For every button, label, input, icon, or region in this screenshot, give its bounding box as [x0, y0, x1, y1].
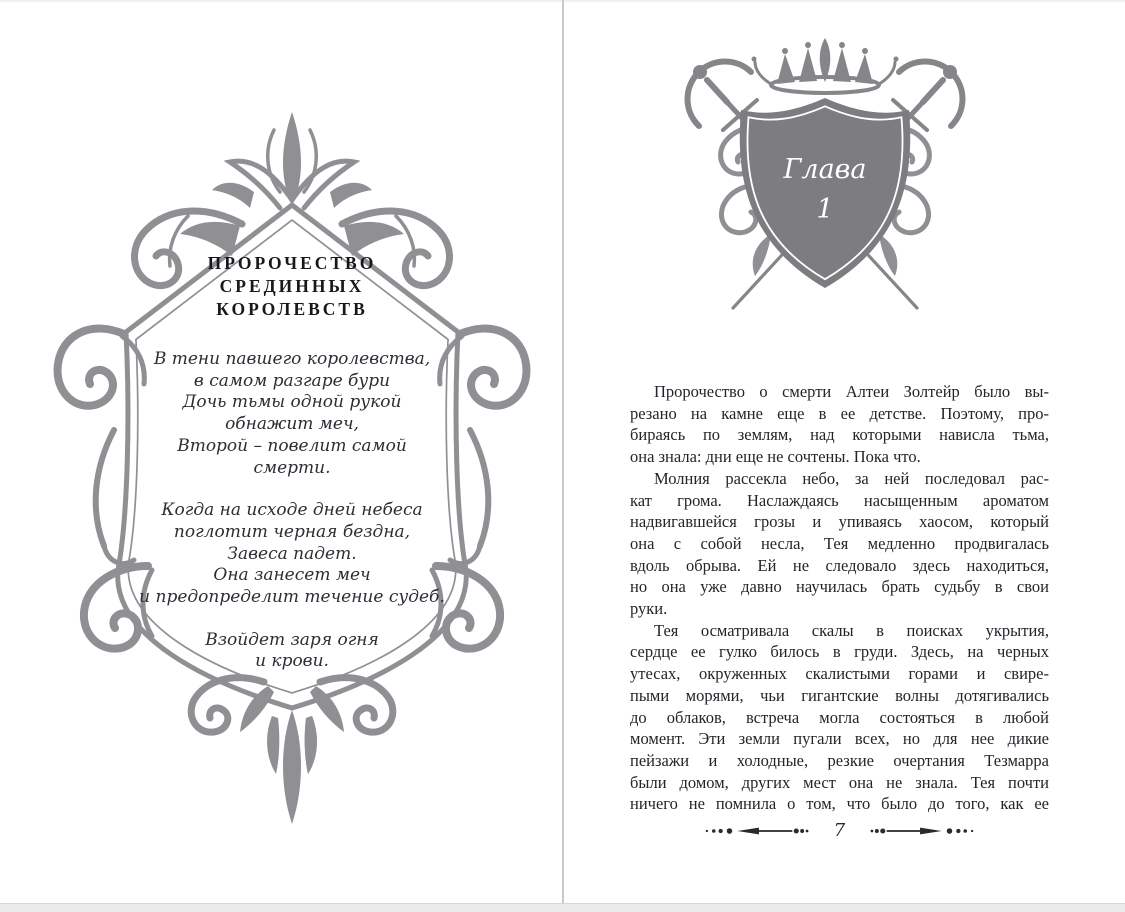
body-line: Тея осматривала скалы в поисках укрытия,	[654, 620, 1049, 640]
body-line: до облаков, встреча могла состояться в любой	[630, 707, 1049, 727]
body-line: надвигавшейся грозы и упиваясь хаосом, который	[630, 512, 1049, 532]
chapter-number: 1	[816, 194, 834, 225]
body-line: но она уже давно научилась брать судьбу в свои	[630, 577, 1049, 597]
right-page	[564, 0, 1125, 903]
body-line: она с собой несла, Тея медленно продвигалась	[630, 533, 1049, 553]
body-line: Пророчество о смерти Алтеи Золтейр было вы-	[654, 382, 1049, 401]
paragraph	[630, 468, 1049, 620]
poem-line: и крови.	[255, 651, 329, 672]
body-line: она знала: дни еще не сочтены. Пока что.	[630, 447, 921, 467]
body-line: Молния рассекла небо, за ней последовал рас-	[654, 468, 1049, 488]
poem-line: Завеса падет.	[227, 543, 357, 564]
poem-line: В тени павшего королевства,	[153, 349, 431, 369]
footer-flourish-right-icon	[869, 824, 977, 838]
prophecy-poem	[62, 349, 522, 673]
poem-line: Дочь тьмы одной рукой	[182, 392, 402, 413]
poem-line: Взойдет заря огня	[205, 629, 379, 650]
body-line: момент. Эти земли пугали всех, но для нее дикие	[630, 729, 1049, 749]
body-line: были домом, других мест она не знала. Тея почти	[630, 772, 1049, 792]
body-line: вдоль обрыва. Ей не следовало здесь находиться,	[630, 555, 1049, 575]
body-line: резано на камне еще в ее детстве. Поэтому, про-	[630, 403, 1049, 423]
footer-flourish-left-icon	[702, 824, 810, 838]
poem-stanza	[62, 630, 522, 673]
body-line: руки.	[630, 599, 668, 619]
body-line: сердце ее гулко билось в груди. Здесь, на черных	[630, 642, 1049, 662]
prophecy-title-line: СРЕДИННЫХ	[219, 276, 365, 296]
body-line: кат грома. Наслаждаясь насыщенным ароматом	[630, 490, 1049, 510]
chapter-shield-icon	[740, 98, 910, 288]
poem-stanza	[62, 349, 522, 479]
pendant-icon	[283, 710, 317, 824]
palmette-icon	[212, 112, 372, 208]
poem-line: смерти.	[253, 457, 331, 478]
chapter-label: Глава	[783, 154, 867, 185]
poem-line: Она занесет меч	[213, 565, 371, 586]
paragraph	[630, 620, 1049, 815]
body-line: пыми морями, чьи гигантские волны дотягивались	[630, 685, 1049, 705]
poem-line: Второй – повелит самой	[177, 435, 407, 456]
body-line: бираясь по землям, над которыми нависла тьма,	[630, 425, 1049, 445]
crown-icon	[752, 38, 899, 93]
poem-line: обнажит меч,	[225, 414, 359, 435]
poem-line: поглотит черная бездна,	[173, 521, 411, 542]
page-footer	[630, 820, 1049, 842]
page-number: 7	[833, 820, 846, 841]
body-line: пейзажи и холодные, резкие очертания Тезмарра	[630, 750, 1049, 770]
poem-line: в самом разгаре бури	[193, 370, 391, 391]
body-line: ничего не помнила о том, что было до того, как ее	[630, 794, 1049, 814]
prophecy-title	[62, 252, 522, 321]
prophecy-title-line: КОРОЛЕВСТВ	[216, 299, 368, 319]
chapter-body-text	[630, 381, 1049, 815]
poem-stanza	[62, 500, 522, 609]
body-line: утесах, окруженных скалистыми горами и свире-	[630, 664, 1049, 684]
chapter-emblem	[665, 38, 985, 328]
poem-line: и предопределит течение судеб.	[139, 587, 445, 608]
paragraph	[630, 381, 1049, 468]
prophecy-block	[62, 252, 522, 673]
prophecy-title-line: ПРОРОЧЕСТВО	[207, 253, 377, 273]
poem-line: Когда на исходе дней небеса	[161, 500, 423, 521]
left-page	[0, 0, 562, 903]
